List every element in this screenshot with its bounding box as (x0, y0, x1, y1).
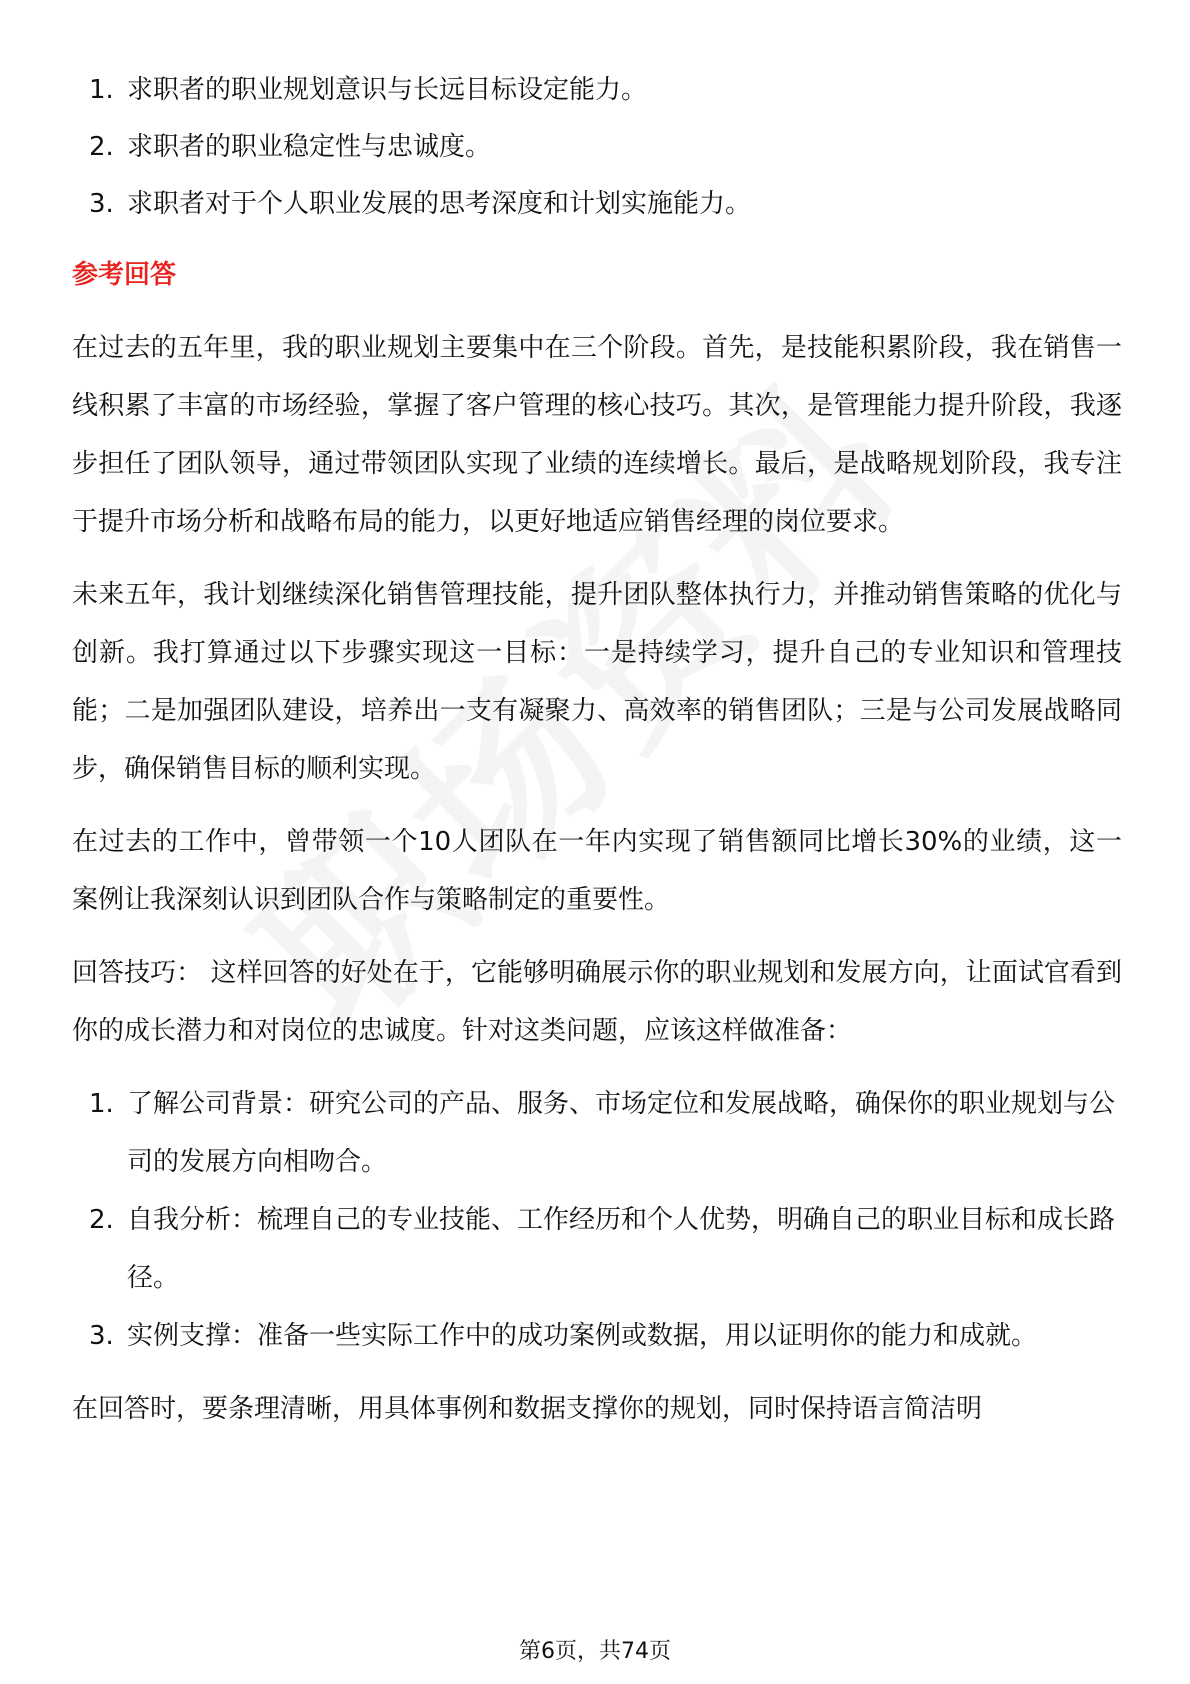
list-item (72, 1191, 1122, 1307)
list-number: 3. (89, 1321, 114, 1351)
closing-paragraph: 在回答时，要条理清晰，用具体事例和数据支撑你的规划，同时保持语言简洁明 (72, 1394, 983, 1424)
list-item (72, 176, 1122, 233)
section-title: 参考回答 (72, 260, 177, 290)
answer-paragraph: 在过去的五年里，我的职业规划主要集中在三个阶段。首先，是技能积累阶段，我在销售一线积累了丰富的市场经验，掌握了客户管理的核心技巧。其次，是管理能力提升阶段，我逐步担任了团队领导，通过带领团队实现了业绩的连续增长。最后，是战略规划阶段，我专注于提升市场分析和战略布局的能力，以更好地适应销售经理的岗位要求。 (72, 333, 1122, 537)
list-item (72, 62, 1122, 119)
list-item-text: 了解公司背景：研究公司的产品、服务、市场定位和发展战略，确保你的职业规划与公司的发展方向相吻合。 (127, 1089, 1116, 1177)
list-number: 2. (89, 1205, 114, 1235)
answer-paragraph: 在过去的工作中，曾带领一个10人团队在一年内实现了销售额同比增长30%的业绩，这一案例让我深刻认识到团队合作与策略制定的重要性。 (72, 827, 1122, 915)
intro-list (72, 62, 1122, 233)
tips-list (72, 1075, 1122, 1365)
list-item-text: 自我分析：梳理自己的专业技能、工作经历和个人优势，明确自己的职业目标和成长路径。 (127, 1205, 1116, 1293)
page-content (72, 62, 1122, 1453)
list-number: 1. (89, 75, 114, 105)
list-item-text: 实例支撑：准备一些实际工作中的成功案例或数据，用以证明你的能力和成就。 (127, 1321, 1038, 1351)
list-item (72, 1075, 1122, 1191)
list-number: 1. (89, 1089, 114, 1119)
list-item (72, 1307, 1122, 1365)
page-footer: 第6页，共74页 (519, 1639, 671, 1664)
list-number: 3. (89, 189, 114, 219)
tips-paragraph: 回答技巧： 这样回答的好处在于，它能够明确展示你的职业规划和发展方向，让面试官看到你的成长潜力和对岗位的忠诚度。针对这类问题，应该这样做准备： (72, 958, 1122, 1046)
list-number: 2. (89, 132, 114, 162)
list-item-text: 求职者的职业规划意识与长远目标设定能力。 (127, 75, 648, 105)
answer-paragraph: 未来五年，我计划继续深化销售管理技能，提升团队整体执行力，并推动销售策略的优化与创新。我打算通过以下步骤实现这一目标：一是持续学习，提升自己的专业知识和管理技能；二是加强团队建设，培养出一支有凝聚力、高效率的销售团队；三是与公司发展战略同步，确保销售目标的顺利实现。 (72, 580, 1122, 784)
list-item-text: 求职者对于个人职业发展的思考深度和计划实施能力。 (127, 189, 752, 219)
list-item-text: 求职者的职业稳定性与忠诚度。 (127, 132, 492, 162)
list-item (72, 119, 1122, 176)
